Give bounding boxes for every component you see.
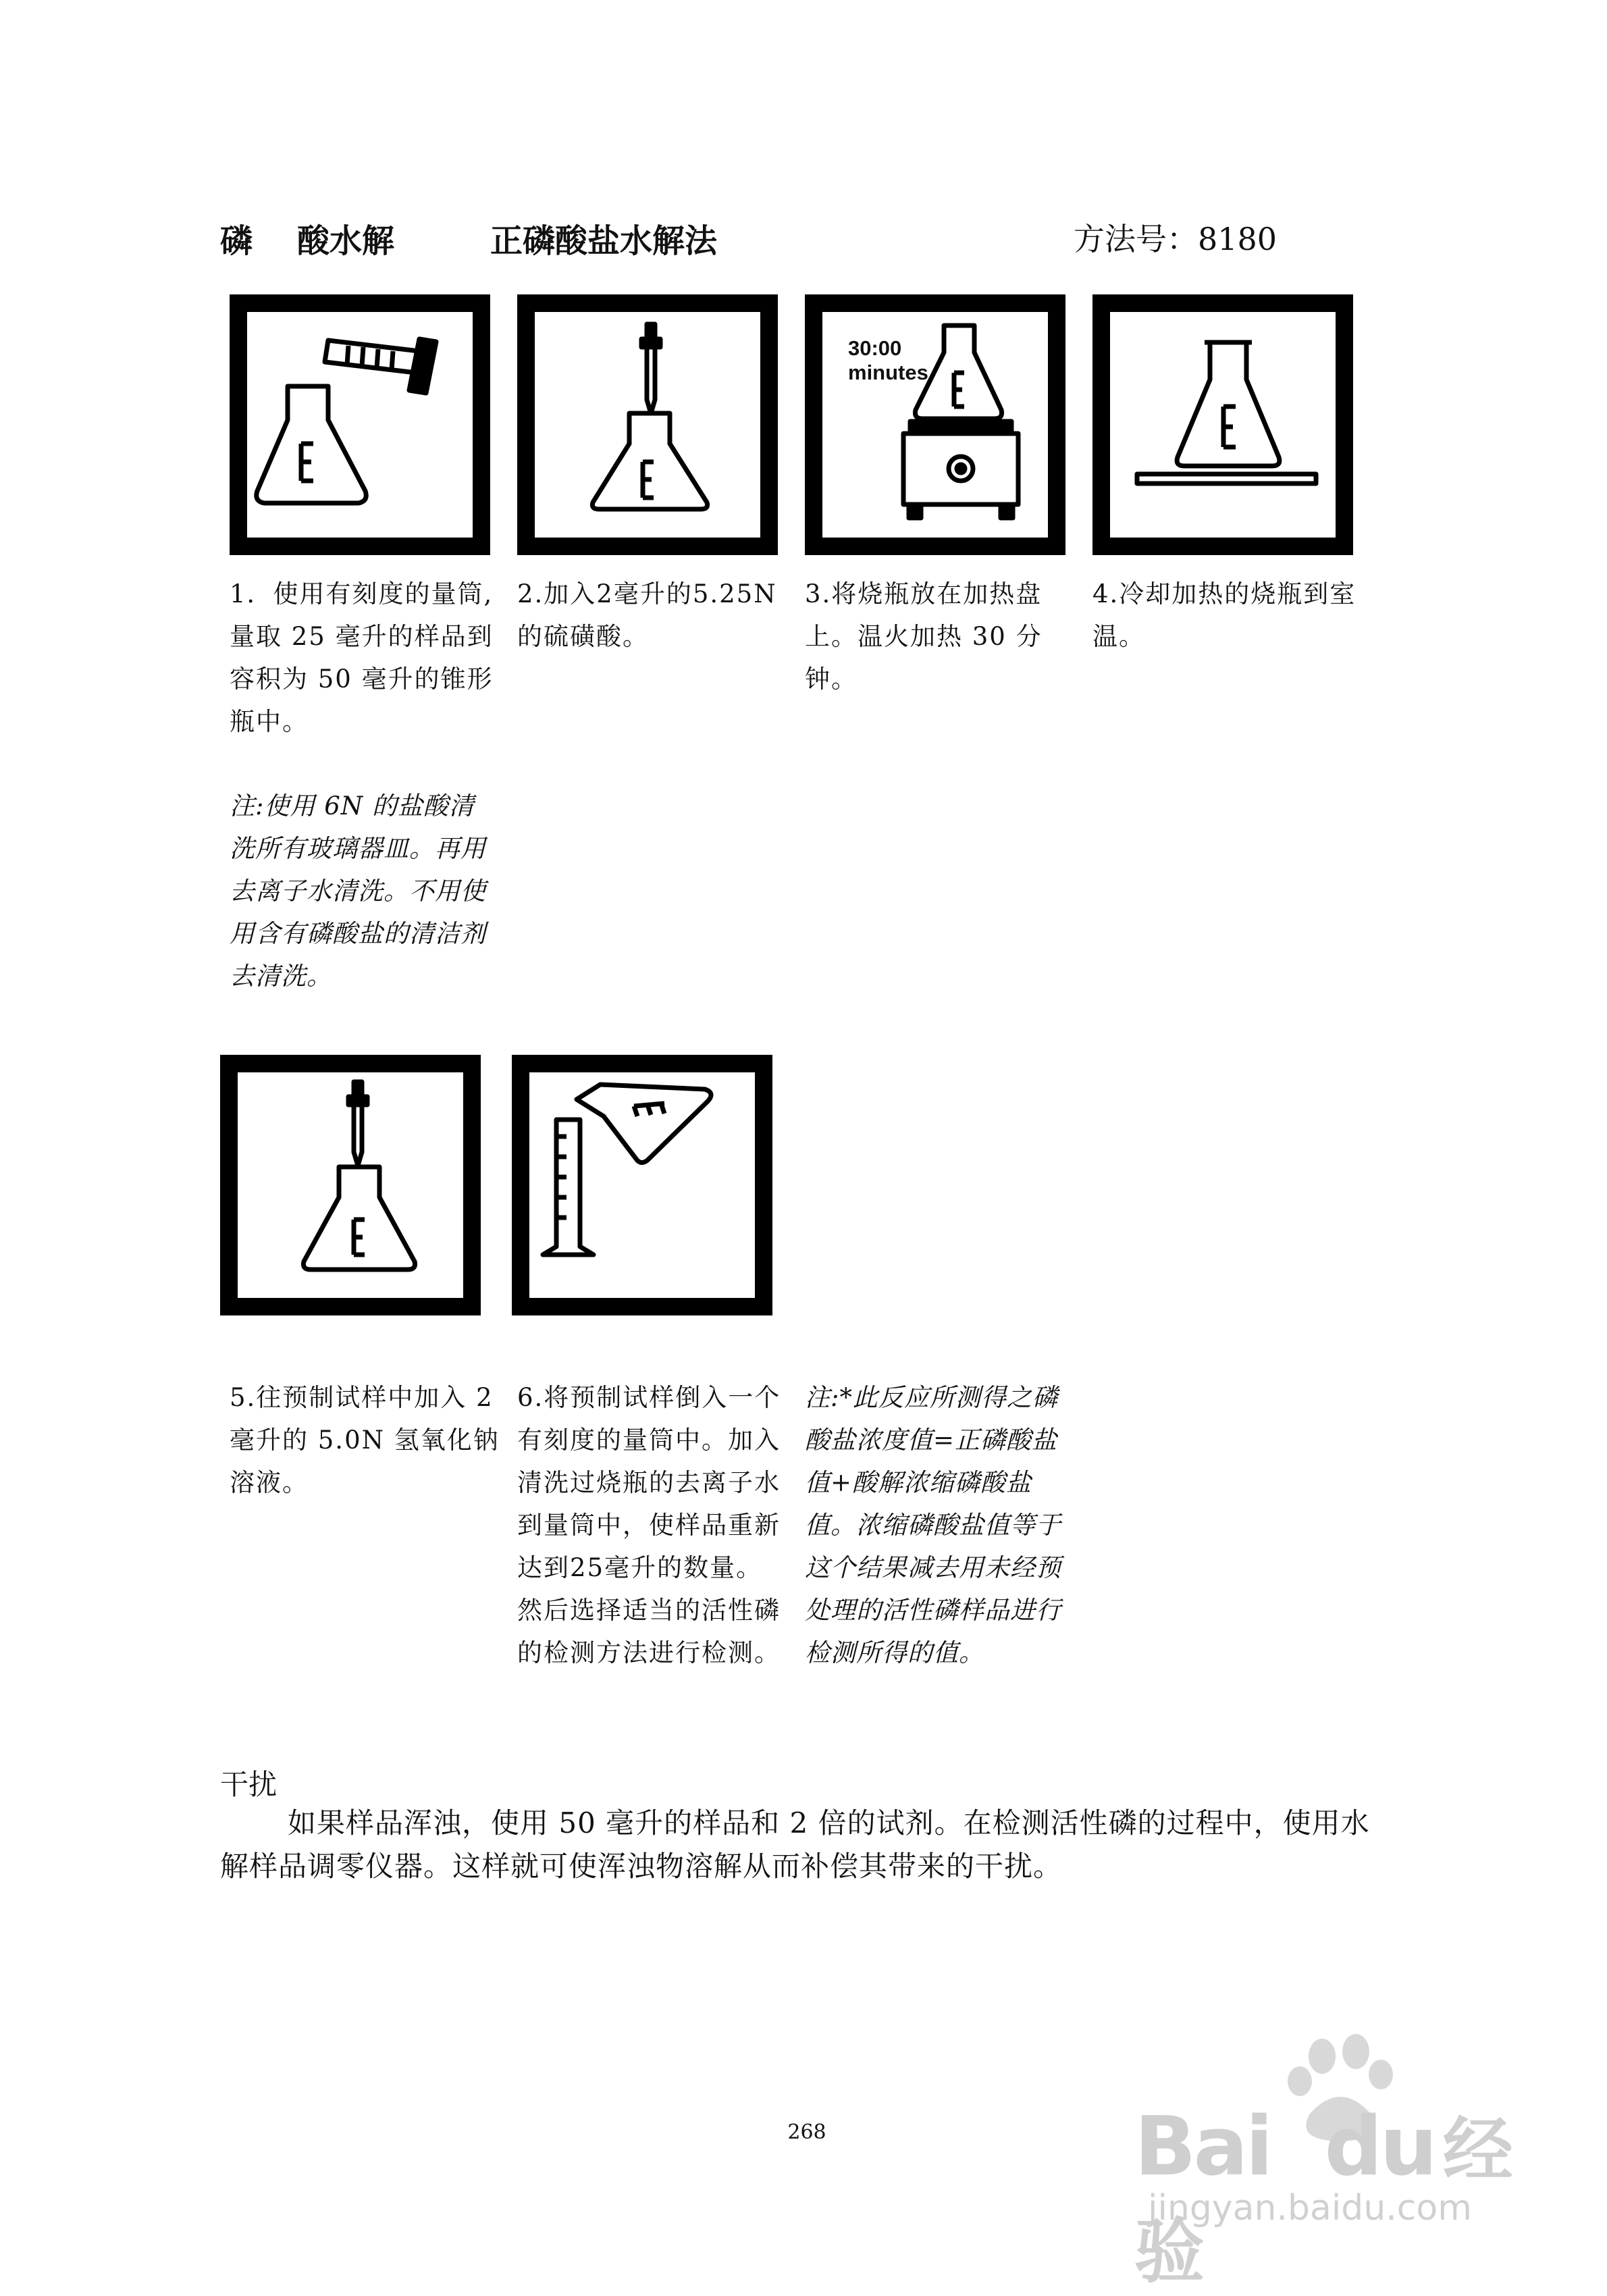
title-acid-hydrolysis: 酸水解	[297, 222, 395, 260]
dropper-flask-icon-2	[238, 1072, 463, 1298]
step1-illustration	[230, 294, 490, 555]
hotplate-flask-icon	[822, 312, 1048, 538]
title-phosphorus: 磷	[220, 222, 253, 260]
page-number: 268	[787, 2120, 826, 2144]
title-method-name: 正磷酸盐水解法	[490, 222, 718, 260]
flask-pour-cylinder-icon	[529, 1072, 755, 1298]
timer-label: 30:00 minutes	[848, 336, 928, 384]
step3-caption: 3.将烧瓶放在加热盘上。温火加热 30 分钟。	[805, 579, 1043, 694]
interference-heading: 干扰	[220, 1768, 278, 1801]
step5-illustration	[220, 1055, 481, 1315]
interference-body: 如果样品浑浊，使用 50 毫升的样品和 2 倍的试剂。在检测活性磷的过程中，使用水解样品调零仪器。这样就可使浑浊物溶解从而补偿其带来的干扰。	[220, 1806, 1370, 1883]
step2-illustration	[517, 294, 778, 555]
step4-caption: 4.冷却加热的烧瓶到室温。	[1092, 579, 1356, 651]
dropper-flask-icon	[535, 312, 760, 538]
method-number: 方法号：8180	[1074, 221, 1277, 257]
step2-caption: 2.加入2毫升的5.25N的硫磺酸。	[517, 579, 777, 651]
step6-caption: 6.将预制试样倒入一个有刻度的量筒中。加入清洗过烧瓶的去离子水到量筒中，使样品重新达到25毫升的数量。然后选择适当的活性磷的检测方法进行检测。	[517, 1383, 781, 1667]
cooling-flask-icon	[1110, 312, 1336, 538]
step3-illustration	[805, 294, 1065, 555]
baidu-watermark: Bai du 经验 jingyan.baidu.com	[1107, 2026, 1539, 2228]
step1-caption: 1．使用有刻度的量筒,量取 25 毫升的样品到容积为 50 毫升的锥形瓶中。	[230, 579, 494, 736]
step5-caption: 5.往预制试样中加入 2 毫升的 5.0N 氢氧化钠溶液。	[230, 1383, 500, 1497]
reaction-note: 注:*此反应所测得之磷酸盐浓度值=正磷酸盐值+酸解浓缩磷酸盐值。浓缩磷酸盐值等于这个结果减去用未经预处理的活性磷样品进行检测所得的值。	[805, 1383, 1061, 1667]
cylinder-pour-icon	[247, 312, 473, 538]
step4-illustration	[1092, 294, 1353, 555]
step1-note: 注:使用 6N 的盐酸清洗所有玻璃器皿。再用去离子水清洗。不用使用含有磷酸盐的清洁剂去清洗。	[230, 791, 486, 991]
step6-illustration	[512, 1055, 772, 1315]
